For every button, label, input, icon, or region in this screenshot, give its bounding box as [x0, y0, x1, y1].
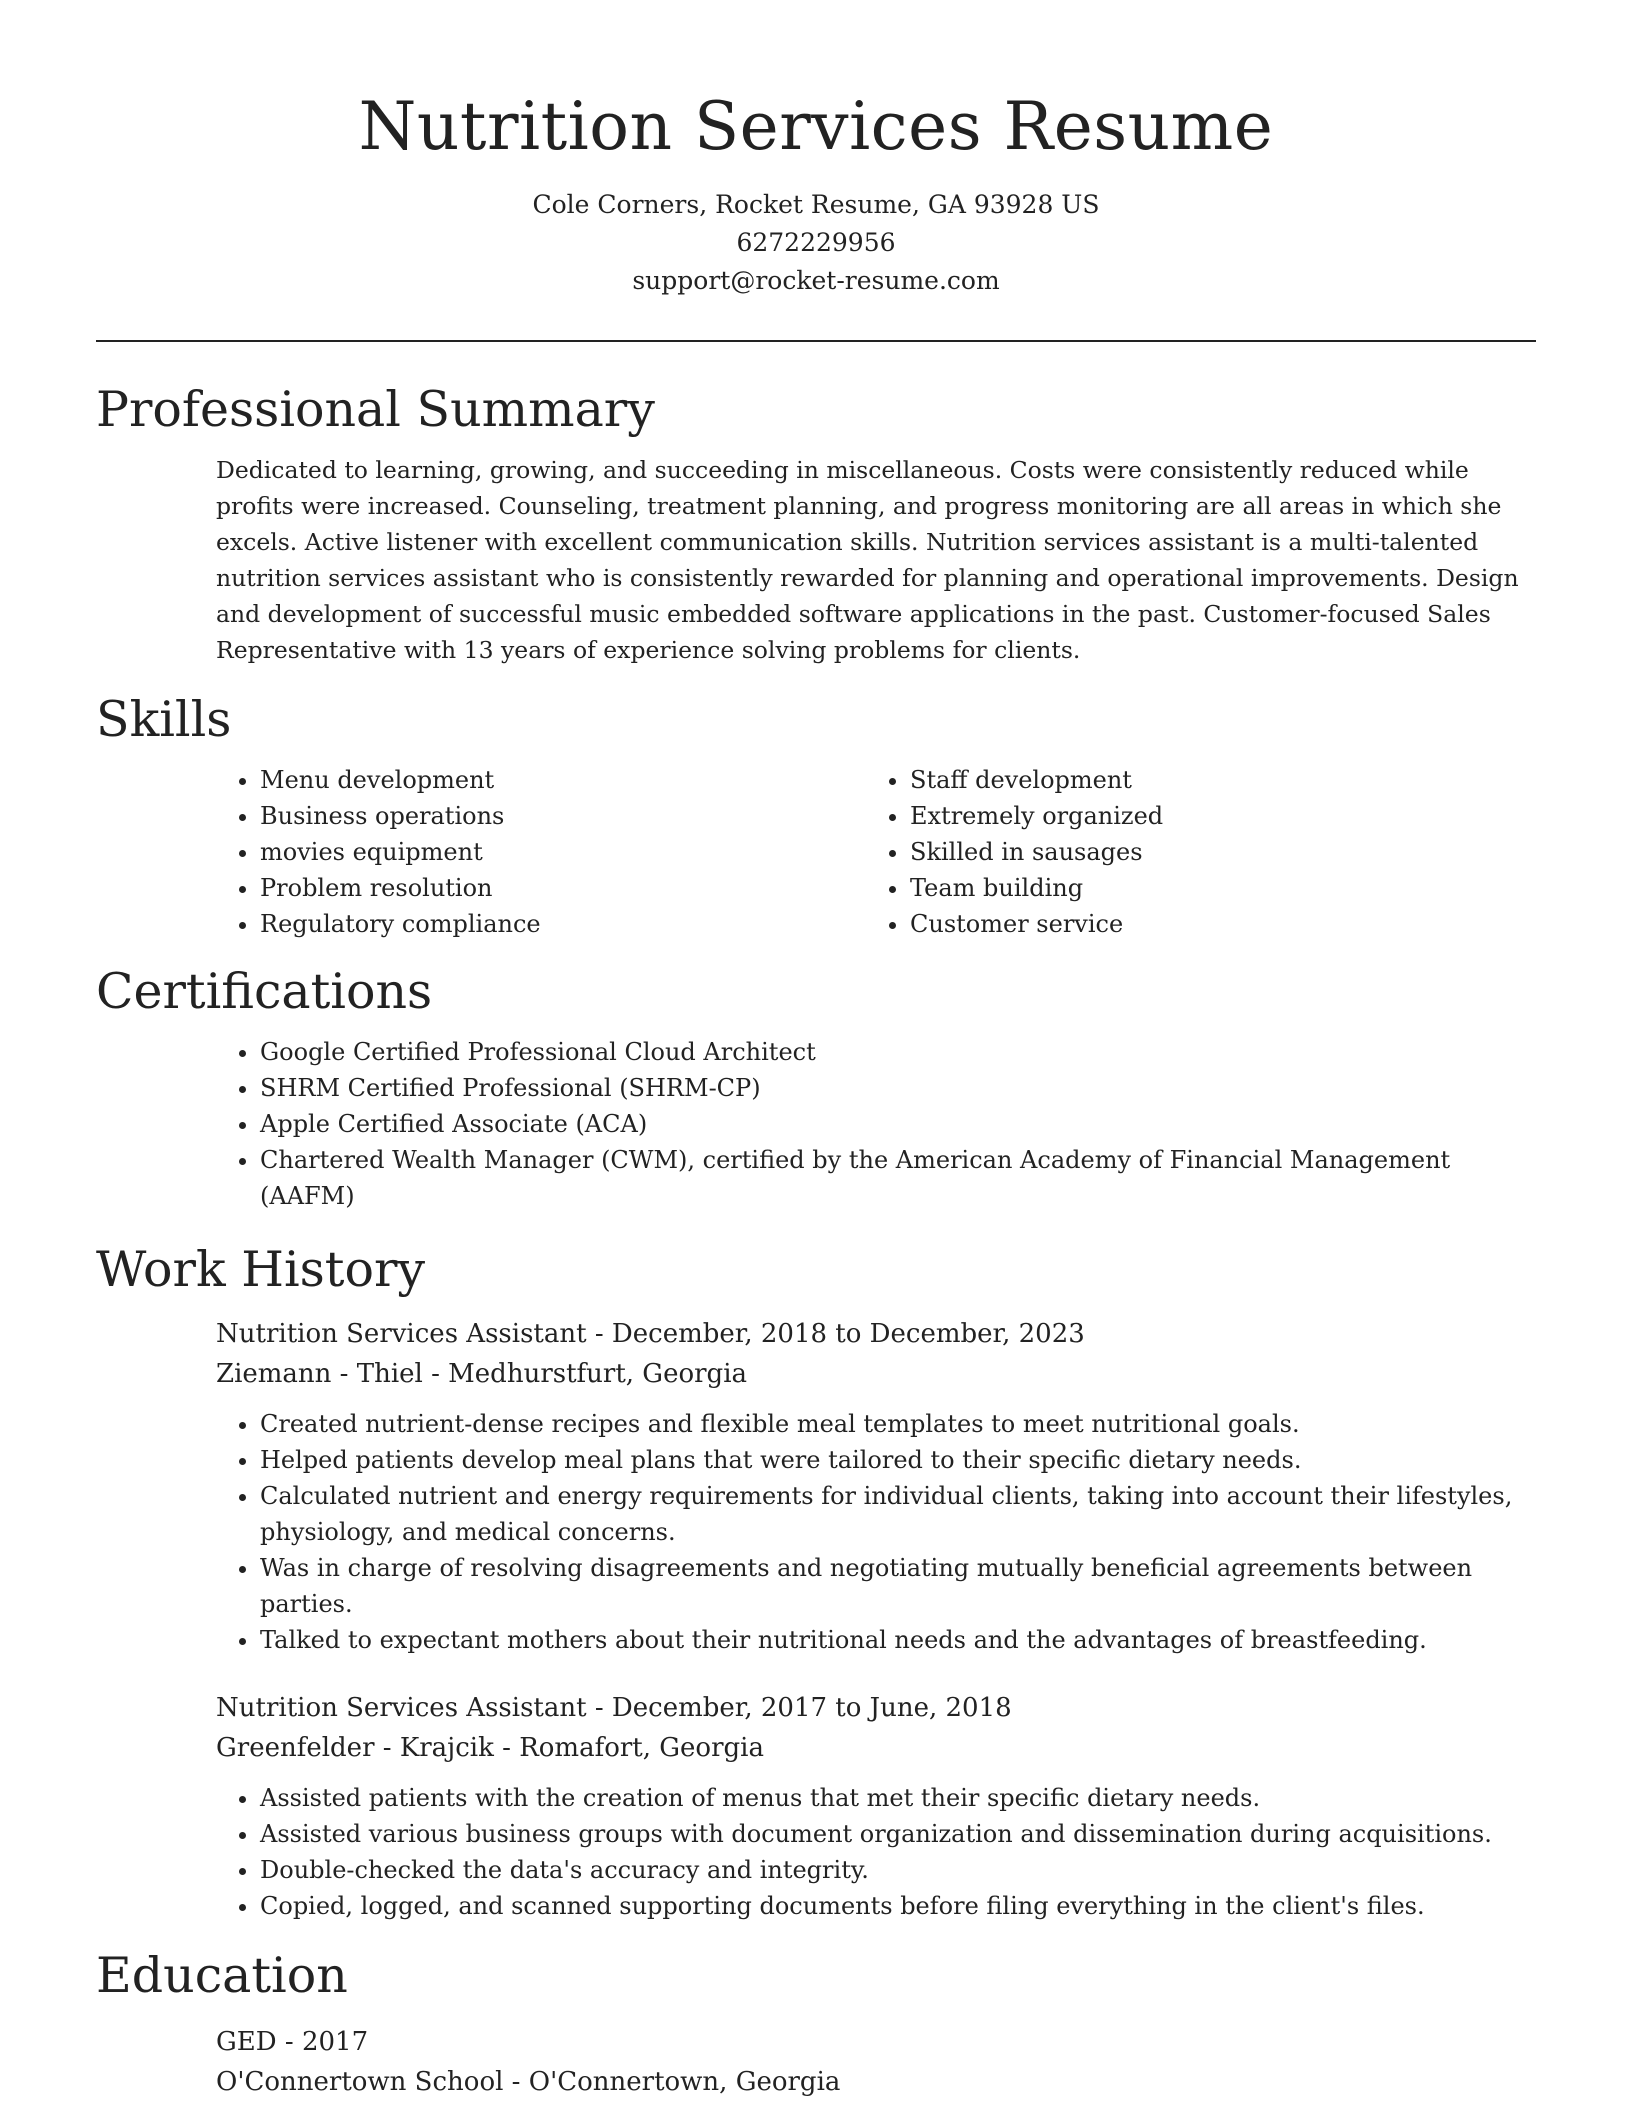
resume-page	[96, 0, 1536, 2102]
skills-list-left	[216, 762, 866, 942]
contact-block	[96, 186, 1536, 300]
skill-item: • Menu development	[260, 762, 866, 798]
summary-heading: Professional Summary	[96, 381, 655, 438]
skill-item: • Business operations	[260, 798, 866, 834]
skills-column-right	[866, 762, 1516, 942]
education-heading: Education	[96, 1947, 348, 2004]
skill-item: • Regulatory compliance	[260, 906, 866, 942]
job-duty: • Was in charge of resolving disagreements and negotiating mutually beneficial agreements between parties.	[260, 1550, 1536, 1622]
certifications-block	[216, 1034, 1536, 1214]
skill-item: • Problem resolution	[260, 870, 866, 906]
job-dates: December, 2017 to June, 2018	[611, 1693, 1012, 1723]
certification-item: • SHRM Certified Professional (SHRM-CP)	[260, 1070, 1536, 1106]
job-duty: • Helped patients develop meal plans that were tailored to their specific dietary needs.	[260, 1442, 1536, 1478]
job-company-line: Greenfelder - Krajcik - Romafort, Georgia	[216, 1733, 764, 1763]
contact-phone: 6272229956	[736, 228, 896, 257]
skills-heading: Skills	[96, 691, 232, 748]
skills-grid	[216, 762, 1536, 942]
summary-text: Dedicated to learning, growing, and succeeding in miscellaneous. Costs were consistently reduced while profits were increased. Counseling, treatment planning, and progress monitoring are all areas in which she excels. Active listener with excellent communication skills. Nutrition services assistant is a multi-talented nutrition services assistant who is consistently rewarded for planning and operational improvements. Design and development of successful music embedded software applications in the past. Customer-focused Sales Representative with 13 years of experience solving problems for clients.	[216, 456, 1519, 664]
job-duty: • Assisted various business groups with document organization and dissemination during acquisitions.	[260, 1816, 1536, 1852]
job-entry	[216, 1688, 1536, 1924]
skill-item: • Extremely organized	[910, 798, 1516, 834]
resume-header	[96, 0, 1536, 300]
education-school: O'Connertown School	[216, 2067, 504, 2097]
skill-item: • Customer service	[910, 906, 1516, 942]
skill-item: • movies equipment	[260, 834, 866, 870]
header-divider	[96, 340, 1536, 342]
job-position: Nutrition Services Assistant	[216, 1693, 587, 1723]
resume-title: Nutrition Services Resume	[358, 88, 1274, 165]
work-history-heading: Work History	[96, 1241, 426, 1298]
job-duties-list	[216, 1406, 1536, 1658]
job-dates: December, 2018 to December, 2023	[611, 1319, 1085, 1349]
job-entry	[216, 1314, 1536, 1658]
skills-list-right	[866, 762, 1516, 942]
skill-item: • Team building	[910, 870, 1516, 906]
job-position: Nutrition Services Assistant	[216, 1319, 587, 1349]
certifications-list	[216, 1034, 1536, 1214]
education-year: 2017	[301, 2027, 369, 2057]
job-company: Ziemann - Thiel	[216, 1359, 423, 1389]
job-duty: • Double-checked the data's accuracy and integrity.	[260, 1852, 1536, 1888]
skill-item: • Skilled in sausages	[910, 834, 1516, 870]
job-company-line: Ziemann - Thiel - Medhurstfurt, Georgia	[216, 1359, 748, 1389]
job-location: Romafort, Georgia	[519, 1733, 764, 1763]
job-location: Medhurstfurt, Georgia	[448, 1359, 748, 1389]
certification-item: • Apple Certified Associate (ACA)	[260, 1106, 1536, 1142]
contact-address: Cole Corners, Rocket Resume, GA 93928 US	[532, 190, 1100, 219]
job-title-line: Nutrition Services Assistant - December, 2018 to December, 2023	[216, 1319, 1085, 1349]
job-duty: • Created nutrient-dense recipes and flexible meal templates to meet nutritional goals.	[260, 1406, 1536, 1442]
education-degree-line: GED - 2017	[216, 2027, 369, 2057]
certification-item: • Google Certified Professional Cloud Architect	[260, 1034, 1536, 1070]
contact-email[interactable]: support@rocket-resume.com	[632, 266, 1000, 295]
job-duties-list	[216, 1780, 1536, 1924]
education-degree: GED	[216, 2027, 277, 2057]
skill-item: • Staff development	[910, 762, 1516, 798]
education-school-line: O'Connertown School - O'Connertown, Georgia	[216, 2067, 841, 2097]
job-company: Greenfelder - Krajcik	[216, 1733, 494, 1763]
certification-item: • Chartered Wealth Manager (CWM), certified by the American Academy of Financial Management (AAFM)	[260, 1142, 1536, 1214]
job-duty: • Copied, logged, and scanned supporting documents before filing everything in the client's files.	[260, 1888, 1536, 1924]
education-location: O'Connertown, Georgia	[528, 2067, 841, 2097]
job-duty: • Calculated nutrient and energy requirements for individual clients, taking into account their lifestyles, physiology, and medical concerns.	[260, 1478, 1536, 1550]
job-duty: • Talked to expectant mothers about their nutritional needs and the advantages of breastfeeding.	[260, 1622, 1536, 1658]
certifications-heading: Certifications	[96, 963, 433, 1020]
job-duty: • Assisted patients with the creation of menus that met their specific dietary needs.	[260, 1780, 1536, 1816]
job-title-line: Nutrition Services Assistant - December, 2017 to June, 2018	[216, 1693, 1012, 1723]
skills-column-left	[216, 762, 866, 942]
education-entry	[216, 2022, 1536, 2102]
